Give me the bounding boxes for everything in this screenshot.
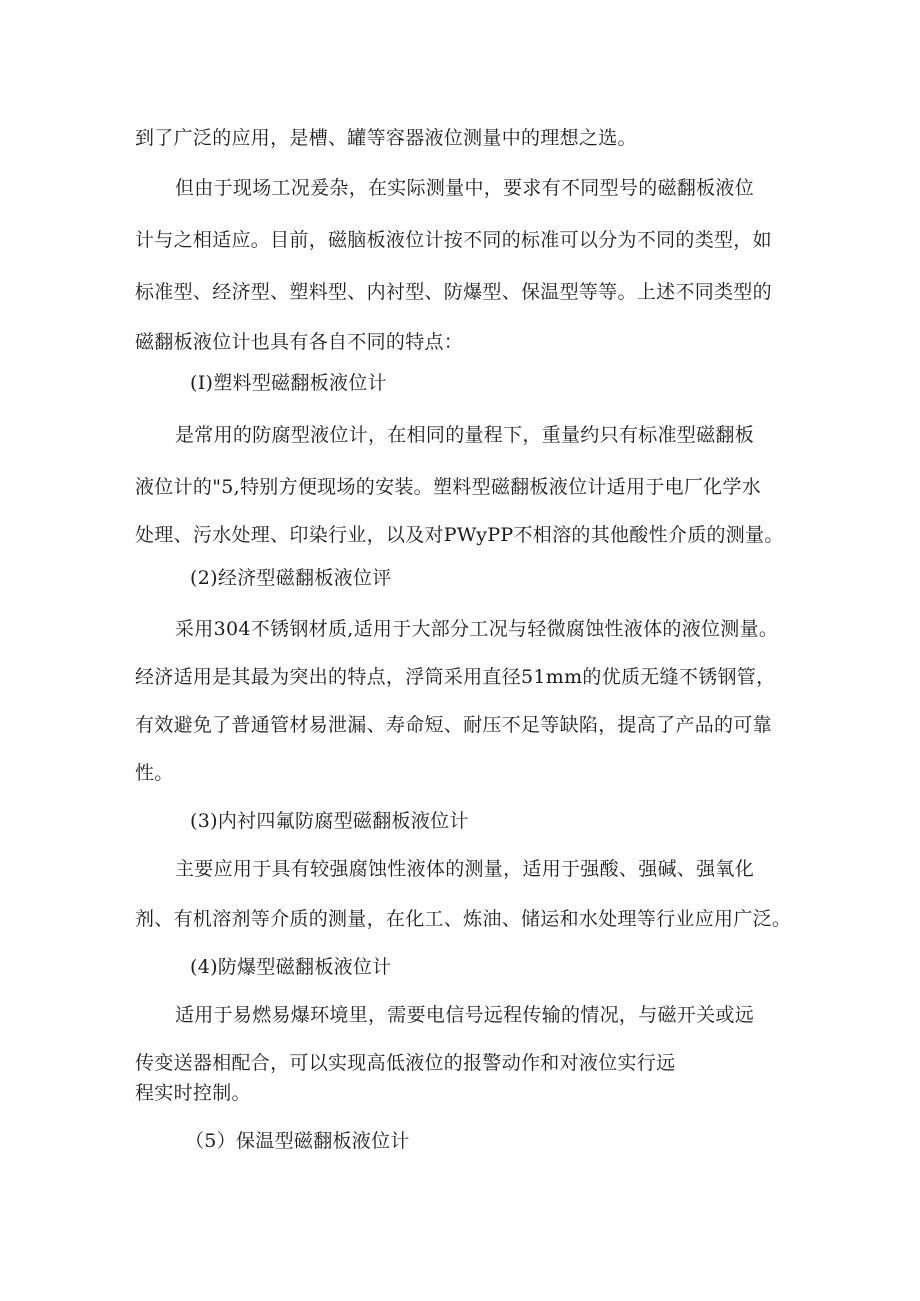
text-line-21: 程实时控制。 xyxy=(135,1082,251,1104)
section-heading-5: （5）保温型磁翻板液位计 xyxy=(185,1130,410,1152)
text-line-16: 主要应用于具有较强腐蚀性液体的测量，适用于强酸、强碱、强氧化 xyxy=(175,858,755,880)
text-line-7: 是常用的防腐型液位计，在相同的量程下，重量约只有标准型磁翻板 xyxy=(175,424,755,446)
section-heading-4: (4)防爆型磁翻板液位计 xyxy=(190,956,392,978)
text-line-4: 标准型、经济型、塑料型、内衬型、防爆型、保温型等等。上述不同类型的 xyxy=(135,281,772,303)
text-line-1: 到了广泛的应用，是槽、罐等容器液位测量中的理想之选。 xyxy=(135,127,637,149)
section-heading-2: (2)经济型磁翻板液位评 xyxy=(190,567,392,589)
text-line-20: 传变送器相配合，可以实现高低液位的报警动作和对液位实行远 xyxy=(135,1052,676,1074)
text-line-13: 有效避免了普通管材易泄漏、寿命短、耐压不足等缺陷，提高了产品的可靠 xyxy=(135,714,772,736)
section-heading-3: (3)内衬四氟防腐型磁翻板液位计 xyxy=(190,810,469,832)
text-line-2: 但由于现场工况爰杂，在实际测量中，要求有不同型号的磁翻板液位 xyxy=(175,177,755,199)
text-line-19: 适用于易燃易爆环境里，需要电信号远程传输的情况，与磁开关或远 xyxy=(175,1004,755,1026)
section-heading-1: (I)塑料型磁翻板液位计 xyxy=(190,372,387,394)
text-line-17: 剂、有机溶剂等介质的测量，在化工、炼油、储运和水处理等行业应用广泛。 xyxy=(135,908,792,930)
text-line-9: 处理、污水处理、印染行业，以及对PWyPP不相溶的其他酸性介质的测量。 xyxy=(135,524,784,546)
text-line-12: 经济适用是其最为突出的特点，浮筒采用直径51mm的优质无缝不锈钢管， xyxy=(135,666,776,688)
text-line-3: 计与之相适应。目前，磁脑板液位计按不同的标准可以分为不同的类型，如 xyxy=(135,229,772,251)
text-line-8: 液位计的"5,特别方便现场的安装。塑料型磁翻板液位计适用于电厂化学水 xyxy=(135,476,762,498)
text-line-14: 性。 xyxy=(135,762,174,784)
text-line-5: 磁翻板液位计也具有各自不同的特点： xyxy=(135,331,464,353)
text-line-11: 采用304不锈钢材质,适用于大部分工况与轻微腐蚀性液体的液位测量。 xyxy=(175,618,779,640)
